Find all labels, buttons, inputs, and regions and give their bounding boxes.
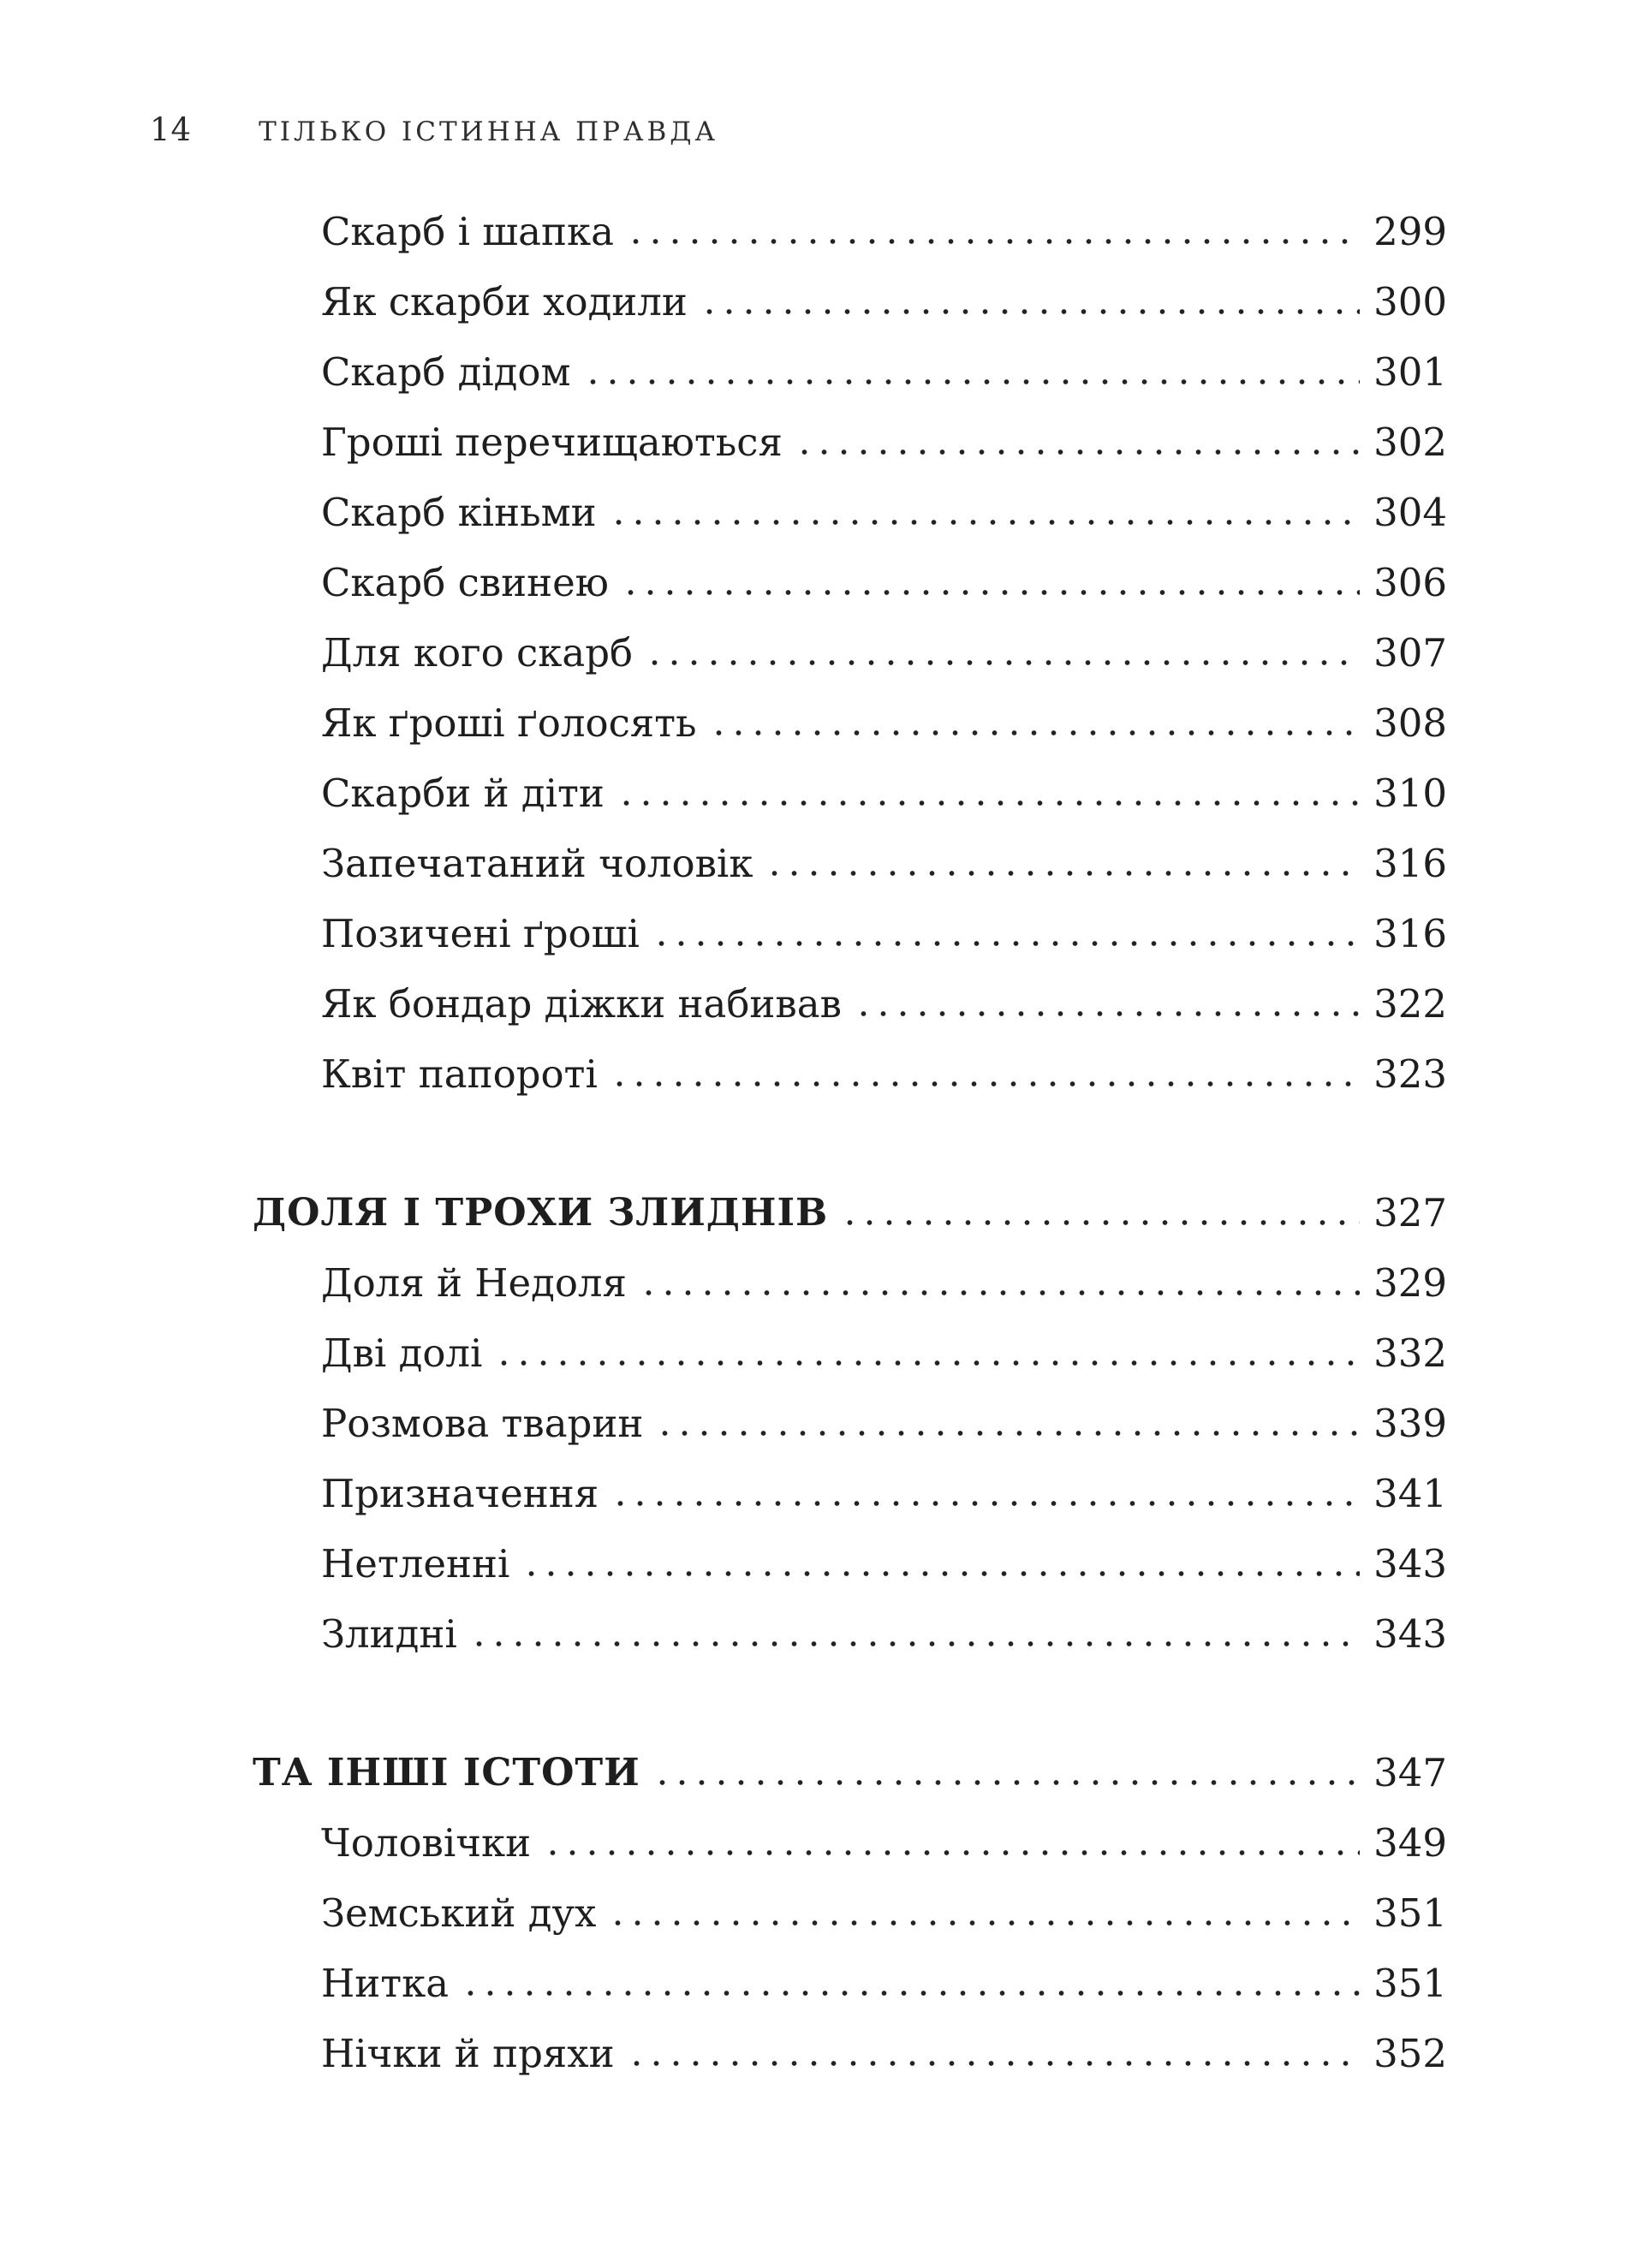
toc-entry-page-number: 329 <box>1373 1259 1447 1306</box>
toc-section-heading <box>253 1723 1447 1794</box>
toc-section <box>253 182 1447 1095</box>
dot-leader <box>765 870 1360 877</box>
dot-leader <box>461 1990 1360 1997</box>
toc-entry-page-number: 306 <box>1373 559 1447 605</box>
dot-leader <box>469 1640 1360 1647</box>
dot-leader <box>652 1779 1360 1786</box>
toc-entry-page-number: 351 <box>1373 1960 1447 2006</box>
dot-leader <box>795 449 1360 455</box>
toc-entry-page-number: 300 <box>1373 278 1447 324</box>
toc-entry <box>253 1934 1447 2004</box>
toc-entry-title: ТА ІНШІ ІСТОТИ <box>253 1750 640 1795</box>
running-title: ТІЛЬКО ІСТИННА ПРАВДА <box>259 116 718 147</box>
toc-entry-page-number: 307 <box>1373 629 1447 676</box>
toc-entry-title: Квіт папороті <box>321 1051 598 1097</box>
dot-leader <box>639 1289 1360 1296</box>
toc-entry <box>253 182 1447 253</box>
toc-entry-title: Скарб свинею <box>321 559 609 605</box>
toc-entry <box>253 253 1447 323</box>
running-header <box>150 111 718 148</box>
toc-entry <box>253 1585 1447 1655</box>
toc-entry-title: Земський дух <box>321 1890 597 1936</box>
toc-entry <box>253 323 1447 393</box>
toc-entry-title: Скарб дідом <box>321 348 571 395</box>
dot-leader <box>840 1219 1360 1226</box>
dot-leader <box>616 800 1360 807</box>
toc-entry-title: Злидні <box>321 1610 457 1657</box>
toc-entry-page-number: 339 <box>1373 1400 1447 1446</box>
dot-leader <box>494 1360 1360 1366</box>
toc-entry <box>253 674 1447 744</box>
toc-entry <box>253 744 1447 814</box>
toc-section <box>253 1723 1447 2075</box>
toc-entry <box>253 1304 1447 1374</box>
dot-leader <box>709 729 1361 736</box>
toc-entry-page-number: 322 <box>1373 980 1447 1027</box>
toc-section <box>253 1164 1447 1655</box>
toc-entry <box>253 1374 1447 1444</box>
page-number: 14 <box>150 111 193 148</box>
toc-entry-page-number: 308 <box>1373 699 1447 746</box>
dot-leader <box>627 2060 1360 2067</box>
toc-entry-title: Позичені ґроші <box>321 910 640 956</box>
toc-entry <box>253 1025 1447 1095</box>
dot-leader <box>655 1430 1360 1437</box>
toc-entry-page-number: 343 <box>1373 1540 1447 1586</box>
toc-entry-page-number: 304 <box>1373 489 1447 535</box>
toc-entry <box>253 1234 1447 1304</box>
toc-entry-page-number: 349 <box>1373 1819 1447 1866</box>
toc-entry <box>253 533 1447 604</box>
toc-entry-page-number: 347 <box>1373 1749 1447 1795</box>
dot-leader <box>700 308 1360 315</box>
dot-leader <box>609 519 1361 526</box>
dot-leader <box>543 1849 1360 1856</box>
toc-entry-page-number: 323 <box>1373 1051 1447 1097</box>
toc-entry-page-number: 327 <box>1373 1189 1447 1235</box>
toc-entry-title: Як ґроші ґолосять <box>321 699 697 746</box>
toc-entry-title: Доля й Недоля <box>321 1259 627 1306</box>
toc-entry-title: Скарб і шапка <box>321 208 614 254</box>
toc-entry-page-number: 316 <box>1373 910 1447 956</box>
toc-entry-title: Скарби й діти <box>321 770 605 816</box>
toc-entry <box>253 1864 1447 1934</box>
toc-entry-title: Чоловічки <box>321 1819 532 1866</box>
table-of-contents <box>253 182 1447 2075</box>
toc-entry-page-number: 341 <box>1373 1470 1447 1516</box>
dot-leader <box>583 378 1361 385</box>
dot-leader <box>645 659 1360 666</box>
toc-entry-title: Як скарби ходили <box>321 278 688 324</box>
toc-entry <box>253 604 1447 674</box>
dot-leader <box>626 238 1360 245</box>
toc-entry <box>253 884 1447 955</box>
toc-entry <box>253 1444 1447 1515</box>
toc-section-heading <box>253 1164 1447 1234</box>
toc-entry-title: ДОЛЯ І ТРОХИ ЗЛИДНІВ <box>253 1190 829 1235</box>
dot-leader <box>610 1080 1360 1087</box>
dot-leader <box>521 1570 1360 1577</box>
toc-entry <box>253 463 1447 533</box>
toc-entry-title: Призначення <box>321 1470 599 1516</box>
toc-entry <box>253 814 1447 884</box>
toc-entry-title: Розмова тварин <box>321 1400 644 1446</box>
toc-entry-page-number: 310 <box>1373 770 1447 816</box>
toc-entry-page-number: 351 <box>1373 1890 1447 1936</box>
toc-entry <box>253 955 1447 1025</box>
toc-entry-title: Нетленні <box>321 1540 510 1586</box>
toc-entry-page-number: 332 <box>1373 1330 1447 1376</box>
toc-entry <box>253 1515 1447 1585</box>
toc-entry-page-number: 302 <box>1373 419 1447 465</box>
toc-entry-page-number: 299 <box>1373 208 1447 254</box>
toc-entry <box>253 393 1447 463</box>
toc-entry-title: Нитка <box>321 1960 450 2006</box>
toc-entry-title: Скарб кіньми <box>321 489 597 535</box>
toc-entry-title: Запечатаний чоловік <box>321 840 754 886</box>
toc-entry-title: Нічки й пряхи <box>321 2030 615 2076</box>
toc-entry-page-number: 316 <box>1373 840 1447 886</box>
toc-entry-page-number: 352 <box>1373 2030 1447 2076</box>
dot-leader <box>608 1920 1360 1926</box>
toc-entry-page-number: 343 <box>1373 1610 1447 1657</box>
toc-entry-page-number: 301 <box>1373 348 1447 395</box>
dot-leader <box>854 1010 1360 1017</box>
toc-entry-title: Гроші перечищаються <box>321 419 783 465</box>
dot-leader <box>652 940 1360 947</box>
toc-entry <box>253 2004 1447 2075</box>
dot-leader <box>611 1500 1360 1507</box>
toc-entry-title: Дві долі <box>321 1330 483 1376</box>
toc-entry-title: Для кого скарб <box>321 629 634 676</box>
toc-entry <box>253 1794 1447 1864</box>
dot-leader <box>621 589 1360 596</box>
toc-entry-title: Як бондар діжки набивав <box>321 980 842 1027</box>
